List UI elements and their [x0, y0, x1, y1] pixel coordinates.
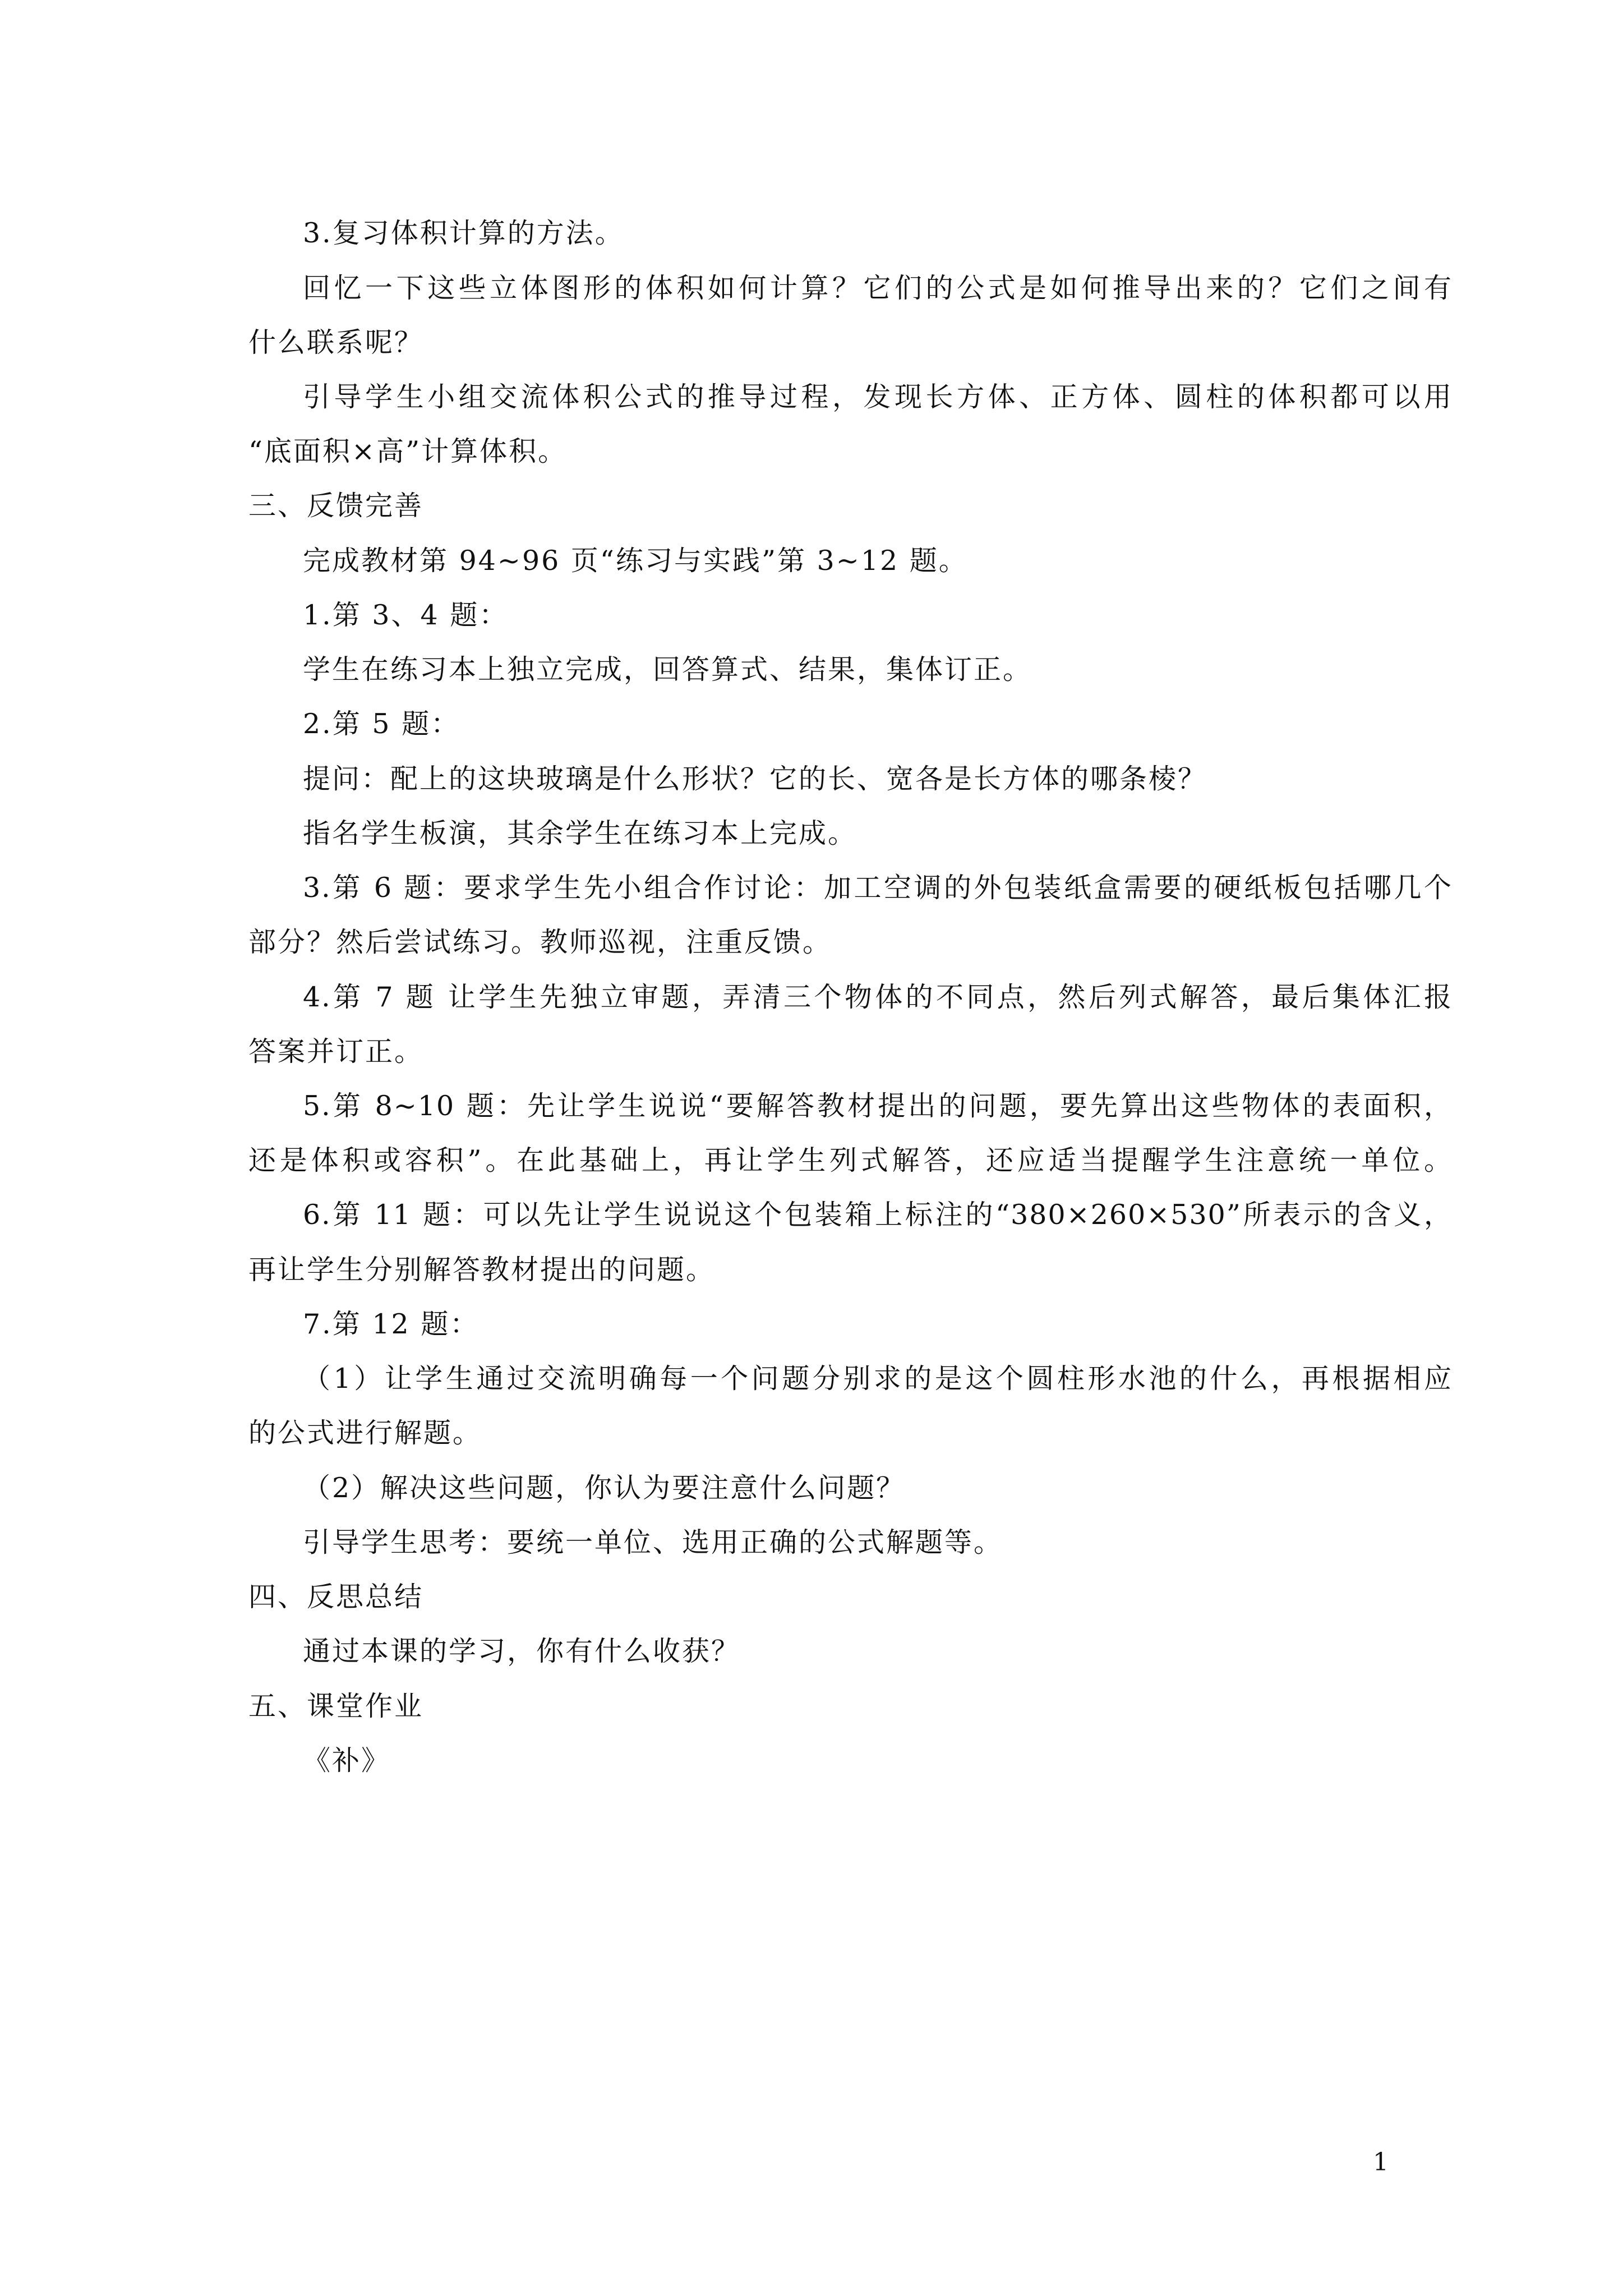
text-line: 的公式进行解题。	[248, 1417, 482, 1449]
page-number: 1	[1373, 2148, 1389, 2177]
text-line: 引导学生小组交流体积公式的推导过程，发现长方体、正方体、圆柱的体积都可以用	[303, 381, 1453, 413]
text-line: 学生在练习本上独立完成，回答算式、结果，集体订正。	[303, 654, 1032, 685]
text-line: 引导学生思考：要统一单位、选用正确的公式解题等。	[303, 1526, 1003, 1558]
text-line: 《补》	[303, 1745, 391, 1777]
text-line: 1.第 3、4 题：	[303, 599, 509, 631]
text-line: 5.第 8~10 题：先让学生说说“要解答教材提出的问题，要先算出这些物体的表面积，	[303, 1090, 1453, 1122]
text-line: 3.复习体积计算的方法。	[303, 217, 624, 249]
text-line: 2.第 5 题：	[303, 708, 460, 740]
text-line: 什么联系呢？	[248, 326, 424, 358]
text-line: 提问：配上的这块玻璃是什么形状？它的长、宽各是长方体的哪条棱？	[303, 763, 1207, 795]
section-heading: 四、反思总结	[248, 1581, 424, 1613]
text-line: 6.第 11 题：可以先让学生说说这个包装箱上标注的“380×260×530”所表示的含义，	[303, 1199, 1453, 1231]
text-line: 完成教材第 94~96 页“练习与实践”第 3~12 题。	[303, 545, 968, 577]
text-line: 答案并订正。	[248, 1036, 424, 1068]
text-line: 4.第 7 题 让学生先独立审题，弄清三个物体的不同点，然后列式解答，最后集体汇报	[303, 981, 1453, 1013]
text-line: 再让学生分别解答教材提出的问题。	[248, 1254, 716, 1286]
text-line: 通过本课的学习，你有什么收获？	[303, 1635, 741, 1667]
text-line: 回忆一下这些立体图形的体积如何计算？它们的公式是如何推导出来的？它们之间有	[303, 272, 1453, 304]
section-heading: 三、反馈完善	[248, 490, 424, 522]
text-line: （1）让学生通过交流明确每一个问题分别求的是这个圆柱形水池的什么，再根据相应	[303, 1363, 1453, 1395]
text-line: （2）解决这些问题，你认为要注意什么问题？	[303, 1472, 906, 1504]
text-line: 部分？然后尝试练习。教师巡视，注重反馈。	[248, 926, 832, 958]
text-line: “底面积×高”计算体积。	[248, 435, 568, 467]
section-heading: 五、课堂作业	[248, 1690, 424, 1722]
text-line: 3.第 6 题：要求学生先小组合作讨论：加工空调的外包装纸盒需要的硬纸板包括哪几个	[303, 872, 1453, 904]
text-line: 指名学生板演，其余学生在练习本上完成。	[303, 817, 857, 849]
text-line: 还是体积或容积”。在此基础上，再让学生列式解答，还应适当提醒学生注意统一单位。	[248, 1144, 1453, 1176]
text-line: 7.第 12 题：	[303, 1308, 479, 1340]
